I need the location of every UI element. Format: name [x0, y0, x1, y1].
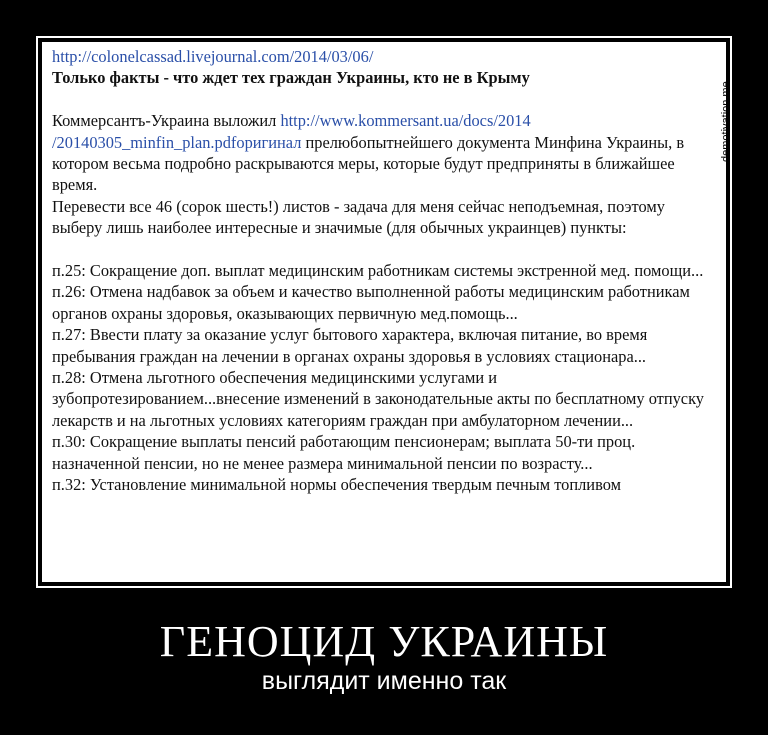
post-headline: Только факты - что ждет тех граждан Украины, кто не в Крыму — [52, 68, 530, 88]
intro-paragraph — [52, 110, 716, 196]
translate-note: Перевести все 46 (сорок шесть!) листов - задача для меня сейчас неподъемная, поэтому выберу лишь наиболее интересные и значимые (для обычных украинцев) пункты: — [52, 196, 665, 238]
list-item-26: п.26: Отмена надбавок за объем и качество выполненной работы медицинским работникам органов охраны здоровья, оказывающих первичную мед.помощь... — [52, 282, 690, 323]
source-url-link[interactable]: http://colonelcassad.livejournal.com/2014/03/06/ — [52, 47, 374, 66]
site-watermark — [720, 52, 732, 162]
document-link[interactable]: http://www.kommersant.ua/docs/2014 /20140305_minfin_plan.pdfоригинал — [52, 111, 531, 152]
list-item-30: п.30: Сокращение выплаты пенсий работающим пенсионерам; выплата 50-ти проц. назначенной пенсии, но не менее размера минимальной пенсии по возрасту... — [52, 432, 636, 473]
screenshot-text-panel — [42, 42, 726, 582]
list-item-28: п.28: Отмена льготного обеспечения медицинскими услугами и зубопротезированием...внесение изменений в законодательные акты по бесплатному отпуску лекарств и на льготных условиях категориям граждан при амбулаторном лечении... — [52, 368, 705, 430]
list-item-27: п.27: Ввести плату за оказание услуг бытового характера, включая питание, во время пребывания граждан на лечении в органах охраны здоровья в условиях стационара... — [52, 325, 648, 366]
spacer — [52, 89, 716, 110]
list-item-25: п.25: Сокращение доп. выплат медицинским работникам системы экстренной мед. помощи... — [52, 261, 704, 281]
poster-subtitle: выглядит именно так — [261, 667, 507, 695]
poster-frame — [36, 36, 732, 588]
spacer — [52, 239, 716, 260]
poster-title: ГЕНОЦИД УКРАИНЫ — [159, 617, 609, 666]
list-item-32: п.32: Установление минимальной нормы обеспечения твердым печным топливом — [52, 475, 621, 495]
watermark-text: demotivation.me — [720, 81, 732, 162]
intro-prefix: Коммерсантъ-Украина выложил — [52, 111, 281, 131]
intro-suffix: прелюбопытнейшего документа Минфина Украины, в котором весьма подробно раскрываются меры, которые будут предприняты в ближайшее время. — [52, 132, 685, 195]
